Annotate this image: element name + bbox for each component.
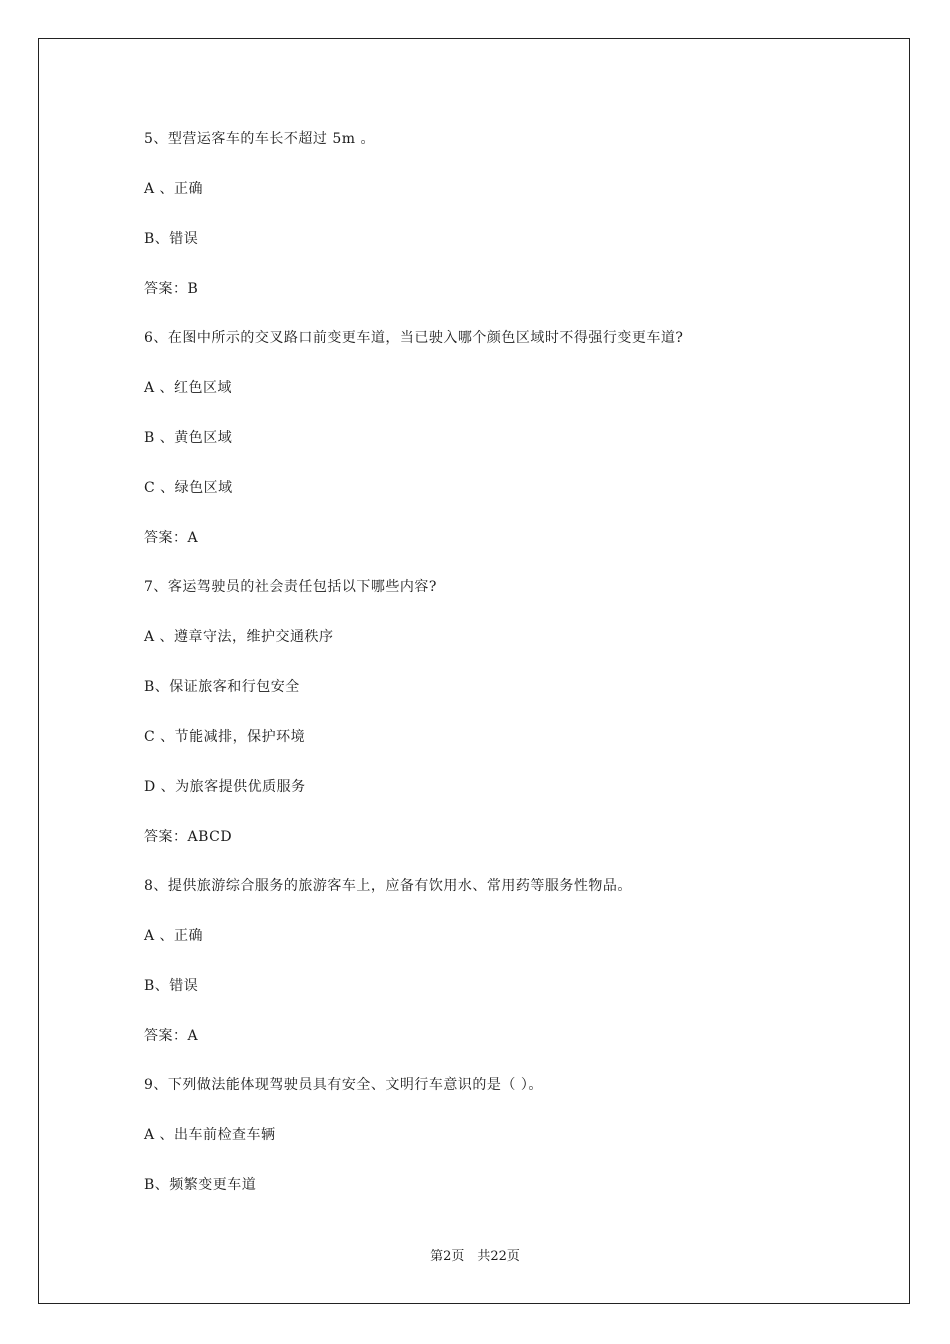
option-a: A 、遵章守法，维护交通秩序	[144, 629, 334, 645]
option-a: A 、红色区域	[144, 380, 233, 396]
answer: 答案：A	[144, 1028, 199, 1044]
question-text: 7、客运驾驶员的社会责任包括以下哪些内容?	[144, 579, 437, 595]
option-a: A 、正确	[144, 181, 204, 197]
option-b: B、错误	[144, 231, 199, 247]
option-b: B、保证旅客和行包安全	[144, 679, 300, 695]
question-text: 8、提供旅游综合服务的旅游客车上，应备有饮用水、常用药等服务性物品。	[144, 878, 632, 894]
page-border	[38, 38, 910, 1304]
question-text: 5、型营运客车的车长不超过 5m 。	[144, 131, 375, 147]
option-d: D 、为旅客提供优质服务	[144, 779, 306, 795]
option-c: C 、绿色区域	[144, 480, 233, 496]
option-a: A 、出车前检查车辆	[144, 1127, 276, 1143]
option-a: A 、正确	[144, 928, 204, 944]
option-b: B 、黄色区域	[144, 430, 233, 446]
option-c: C 、节能减排，保护环境	[144, 729, 306, 745]
answer: 答案：A	[144, 530, 199, 546]
page-footer: 第2页 共22页	[430, 1249, 520, 1264]
question-text: 9、下列做法能体现驾驶员具有安全、文明行车意识的是（ ）。	[144, 1077, 543, 1093]
option-b: B、错误	[144, 978, 199, 994]
answer: 答案：B	[144, 281, 199, 297]
option-b: B、频繁变更车道	[144, 1177, 257, 1193]
answer: 答案：ABCD	[144, 829, 233, 845]
question-text: 6、在图中所示的交叉路口前变更车道，当已驶入哪个颜色区域时不得强行变更车道?	[144, 330, 684, 346]
